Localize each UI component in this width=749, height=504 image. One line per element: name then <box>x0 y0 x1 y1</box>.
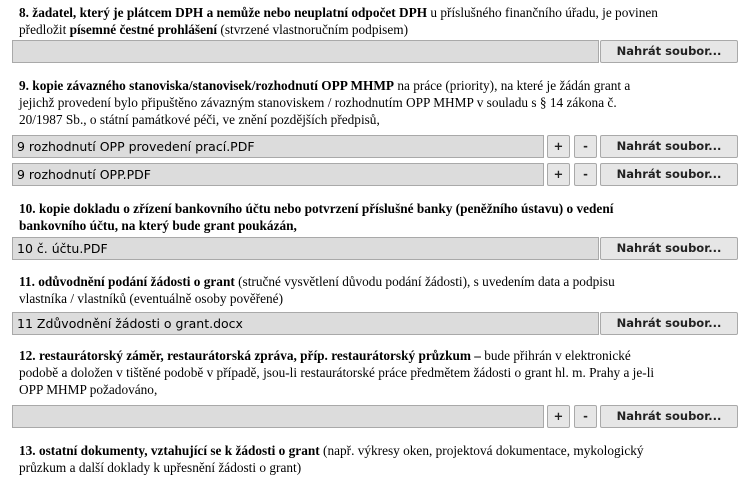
section-8 <box>19 4 739 38</box>
file-field[interactable]: 10 č. účtu.PDF <box>12 237 599 260</box>
section-11-title: 11. odůvodnění podání žádosti o grant <box>19 274 235 289</box>
section-10-title-line1: 10. kopie dokladu o zřízení bankovního účtu nebo potvrzení příslušné banky (peněžního ústavu) o vedení <box>19 201 614 216</box>
section-12-text-line2: podobě a doložen v tištěné podobě v případě, jsou-li restaurátorské práce předmětem žádosti o grant hl. m. Prahy a je-li <box>19 365 655 380</box>
upload-button[interactable]: Nahrát soubor... <box>600 405 738 428</box>
section-12 <box>19 347 739 398</box>
section-8-declaration: písemné čestné prohlášení <box>69 22 218 37</box>
file-field[interactable]: 9 rozhodnutí OPP.PDF <box>12 163 544 186</box>
remove-file-button[interactable]: - <box>574 135 597 158</box>
section-8-title: 8. žadatel, který je plátcem DPH a nemůže nebo neuplatní odpočet DPH <box>19 5 428 20</box>
section-12-title: 12. restaurátorský záměr, restaurátorská zpráva, příp. restaurátorský průzkum – <box>19 348 481 363</box>
add-file-button[interactable]: + <box>547 163 570 186</box>
section-11-text-line2: vlastníka / vlastníků (eventuálně osoby pověřené) <box>19 291 284 306</box>
section-13-text-line2: průzkum a další doklady k upřesnění žádosti o grant) <box>19 460 302 475</box>
section-13 <box>19 442 739 476</box>
section-10-title-line2: bankovního účtu, na který bude grant poukázán, <box>19 218 297 233</box>
upload-button[interactable]: Nahrát soubor... <box>600 163 738 186</box>
section-8-text-line2-rest: (stvrzené vlastnoručním podpisem) <box>217 22 409 37</box>
remove-file-button[interactable]: - <box>574 163 597 186</box>
section-12-text: bude přihrán v elektronické <box>480 348 631 363</box>
add-file-button[interactable]: + <box>547 135 570 158</box>
file-field[interactable]: 9 rozhodnutí OPP provedení prací.PDF <box>12 135 544 158</box>
upload-button[interactable]: Nahrát soubor... <box>600 237 738 260</box>
file-field[interactable] <box>12 405 544 428</box>
section-9-text-line3: 20/1987 Sb., o státní památkové péči, ve znění pozdějších předpisů, <box>19 112 380 127</box>
section-8-text: u příslušného finančního úřadu, je povinen <box>427 5 658 20</box>
upload-button[interactable]: Nahrát soubor... <box>600 40 738 63</box>
file-field[interactable] <box>12 40 599 63</box>
add-file-button[interactable]: + <box>547 405 570 428</box>
section-9-title: 9. kopie závazného stanoviska/stanovisek/rozhodnutí OPP MHMP <box>19 78 395 93</box>
section-13-text: (např. výkresy oken, projektová dokumentace, mykologický <box>319 443 644 458</box>
section-12-text-line3: OPP MHMP požadováno, <box>19 382 158 397</box>
remove-file-button[interactable]: - <box>574 405 597 428</box>
section-13-title: 13. ostatní dokumenty, vztahující se k žádosti o grant <box>19 443 320 458</box>
section-9-text-line2: jejichž provedení bylo připuštěno závazným stanoviskem / rozhodnutím OPP MHMP v souladu s § 14 zákona č. <box>19 95 617 110</box>
file-field[interactable]: 11 Zdůvodnění žádosti o grant.docx <box>12 312 599 335</box>
upload-button[interactable]: Nahrát soubor... <box>600 135 738 158</box>
section-11-text: (stručné vysvětlení důvodu podání žádosti), s uvedením data a podpisu <box>234 274 615 289</box>
section-11 <box>19 273 739 307</box>
section-8-text-line2-pre: předložit <box>19 22 70 37</box>
upload-button[interactable]: Nahrát soubor... <box>600 312 738 335</box>
section-9-text: na práce (priority), na které je žádán grant a <box>394 78 631 93</box>
section-9 <box>19 77 739 128</box>
section-10 <box>19 200 739 234</box>
